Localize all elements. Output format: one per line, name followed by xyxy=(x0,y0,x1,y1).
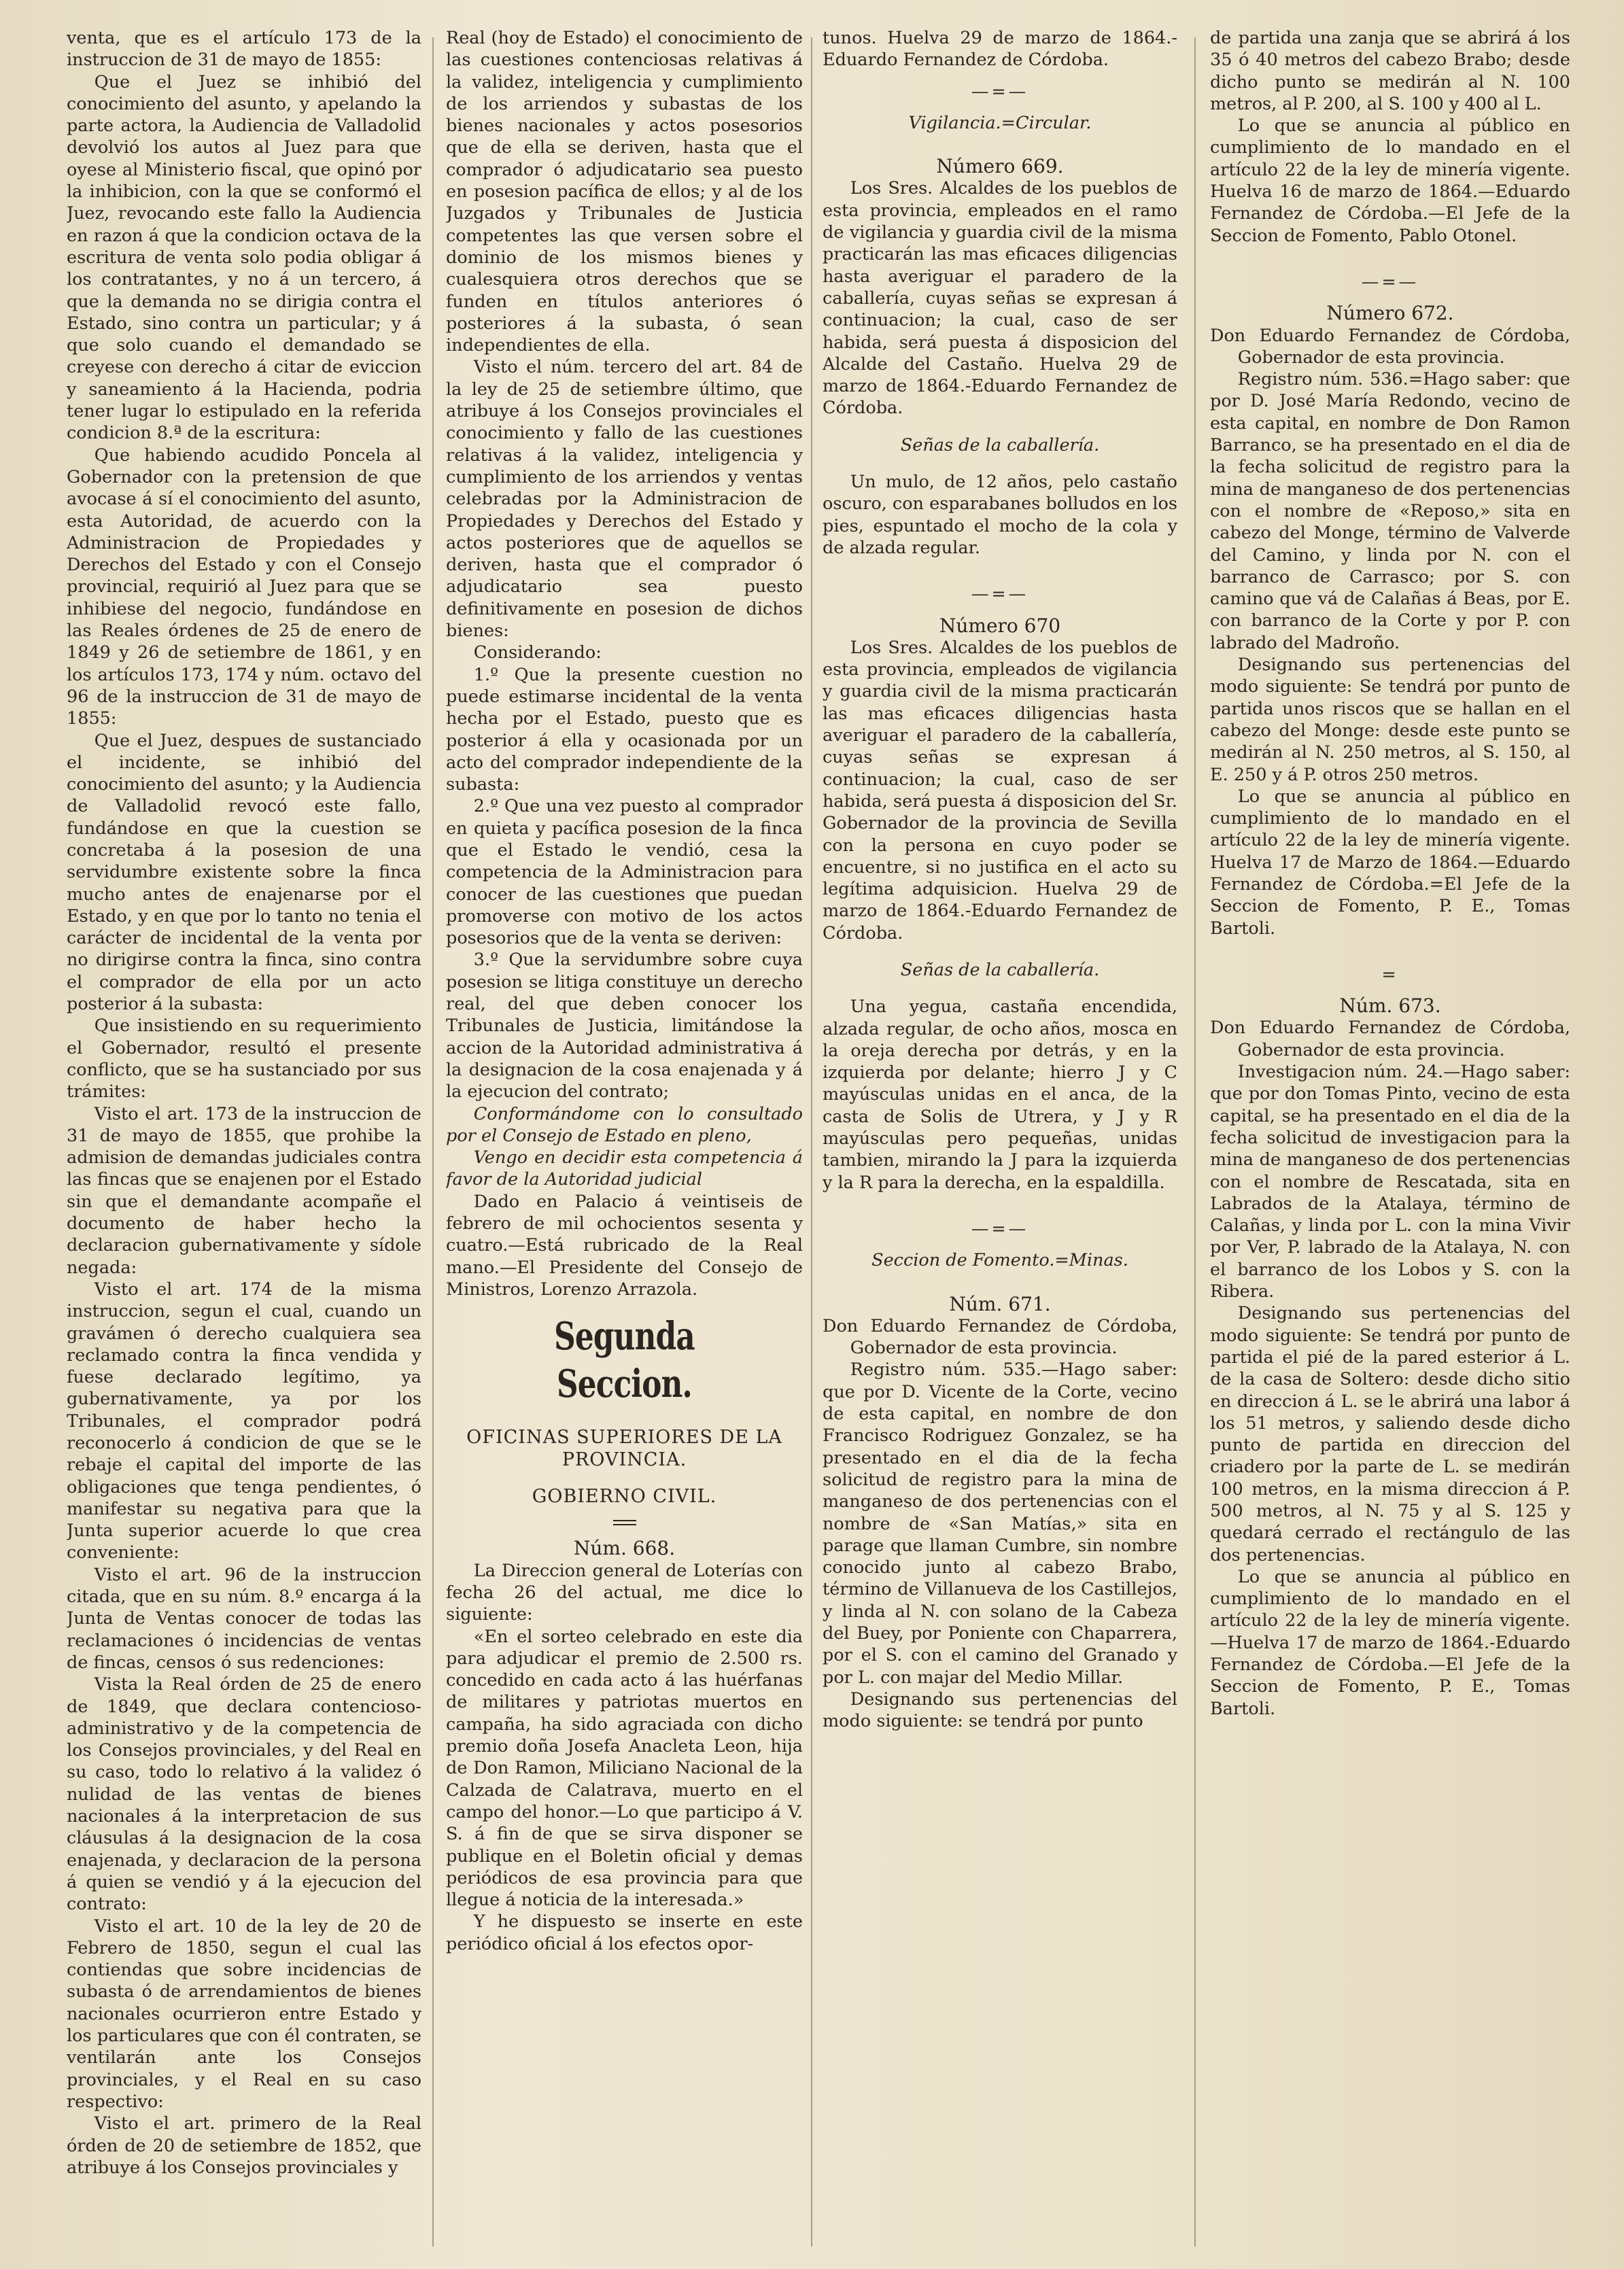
official-header: Don Eduardo Fernandez de Córdoba, Gobernador de esta provincia. xyxy=(1210,1018,1570,1060)
paragraph: Vengo en decidir esta competencia á favor de la Autoridad judicial xyxy=(446,1147,803,1190)
paragraph: Una yegua, castaña encendida, alzada regular, de ocho años, mosca en la oreja derecha por detrás, y en la izquierda por delante; hierro J y C mayúsculas unidas en el anca, de la casta de Solis de Utrera, y J y R mayúsculas pero pequeñas, unidas tambien, mirando la J para la izquierda y la R para la derecha, en la espaldilla. xyxy=(823,997,1177,1193)
column-rule xyxy=(432,37,434,2247)
item-number: Núm. 673. xyxy=(1339,994,1441,1018)
section-heading: Segunda Seccion. xyxy=(554,1314,695,1407)
official-header: Don Eduardo Fernandez de Córdoba, Gobernador de esta provincia. xyxy=(823,1315,1177,1359)
paragraph: Vista la Real órden de 25 de enero de 1849, que declara contencioso-administrativo y de la competencia de los Consejos provinciales, y del Real en su caso, todo lo relativo á la validez ó nulidad de las ventas de bienes nacionales á la interpretacion de sus cláusulas á la designacion de la cosa enajenada, y declaracion de la persona á quien se vendió y á la ejecucion del contrato: xyxy=(67,1674,421,1915)
separator: —=— xyxy=(971,81,1029,102)
paragraph: Los Sres. Alcaldes de los pueblos de esta provincia, empleados de vigilancia y guardia civil de la misma practicarán las mas eficaces diligencias hasta averiguar el paradero de la caballería, cuyas señas se expresan á continuacion; la cual, caso de ser habida, será puesta á disposicion del Sr. Gobernador de la provincia de Sevilla con la persona en cuyo poder se encuentre, si no justifica en el acto su legítima adquisicion. Huelva 29 de marzo de 1864.-Eduardo Fernandez de Córdoba. xyxy=(823,637,1177,943)
paragraph: Visto el art. primero de la Real órden de 20 de setiembre de 1852, que atribuye á los Consejos provinciales y xyxy=(67,2113,421,2178)
paragraph: Real (hoy de Estado) el conocimiento de las cuestiones contenciosas relativas á la validez, inteligencia y cumplimiento de los arriendos y subastas de los bienes nacionales y actos posesorios que de ella se deriven, hasta que el comprador ó adjudicatario sea puesto en posesion pacífica de ellos; y al de los Juzgados y Tribunales de Justicia competentes las que versen sobre el dominio de los mismos bienes y cualesquiera otros derechos que se funden en títulos anteriores ó posteriores á la subasta, ó sean independientes de ella. xyxy=(446,28,803,356)
paragraph: Lo que se anuncia al público en cumplimiento de lo mandado en el artículo 22 de la ley de minería vigente.—Huelva 17 de marzo de 1864.-Eduardo Fernandez de Córdoba.—El Jefe de la Seccion de Fomento, P. E., Tomas Bartoli. xyxy=(1210,1566,1570,1719)
paragraph: Que insistiendo en su requerimiento el Gobernador, resultó el presente conflicto, que se ha sustanciado por sus trámites: xyxy=(67,1016,421,1103)
column-rule xyxy=(1194,37,1196,2247)
item-number: Núm. 671. xyxy=(949,1292,1051,1315)
paragraph: Y he dispuesto se inserte en este periódico oficial á los efectos opor- xyxy=(446,1911,803,1954)
separator: —=— xyxy=(971,1218,1029,1239)
column-3 xyxy=(823,27,1177,2257)
item-number: Número 669. xyxy=(936,155,1064,178)
column-rule xyxy=(811,37,812,2247)
paragraph: Registro núm. 536.=Hago saber: que por D. José María Redondo, vecino de esta capital, en nombre de Don Ramon Barranco, se ha presentado en el dia de la fecha solicitud de registro para la mina de manganeso de dos pertenencias con el nombre de «Reposo,» sita en cabezo del Monge, término de Valverde del Camino, y linda por N. con el barranco de Carrasco; por S. con camino que vá de Calañas á Beas, por E. con barranco de la Corte y por P. con labrado del Madroño. xyxy=(1210,369,1570,653)
paragraph: La Direccion general de Loterías con fecha 26 del actual, me dice lo siguiente: xyxy=(446,1560,803,1625)
subheading: Vigilancia.=Circular. xyxy=(908,112,1092,133)
paragraph: Lo que se anuncia al público en cumplimiento de lo mandado en el artículo 22 de la ley de minería vigente. Huelva 16 de marzo de 1864.—Eduardo Fernandez de Córdoba.—El Jefe de la Seccion de Fomento, Pablo Otonel. xyxy=(1210,116,1570,246)
item-number: Número 670 xyxy=(939,614,1061,637)
paragraph: Conformándome con lo consultado por el Consejo de Estado en pleno, xyxy=(446,1103,803,1146)
paragraph: 2.º Que una vez puesto al comprador en quieta y pacífica posesion de la finca que el Estado le vendió, cesa la competencia de la Administracion para conocer de las cuestiones que puedan promoverse con motivo de los actos posesorios que de la venta se deriven: xyxy=(446,796,803,949)
item-number: Número 672. xyxy=(1326,302,1454,325)
paragraph: Los Sres. Alcaldes de los pueblos de esta provincia, empleados en el ramo de vigilancia y guardia civil de la misma practicarán las mas eficaces diligencias hasta averiguar el paradero de la caballería, cuyas señas se expresan á continuacion; la cual, caso de ser habida, será puesta á disposicion del Alcalde del Castaño. Huelva 29 de marzo de 1864.-Eduardo Fernandez de Córdoba. xyxy=(823,178,1177,419)
double-rule xyxy=(446,1509,803,1531)
paragraph: «En el sorteo celebrado en este dia para adjudicar el premio de 2.500 rs. concedido en cada acto á las huérfanas de militares y patriotas muertos en campaña, ha sido agraciada con dicho premio doña Josefa Anacleta Leon, hija de Don Ramon, Miliciano Nacional de la Calzada de Calatrava, muerto en el campo del honor.—Lo que participo á V. S. á fin de que se sirva disponer se publique en el Boletin oficial y demas periódicos de esa provincia para que llegue á noticia de la interesada.» xyxy=(446,1626,803,1911)
paragraph: Visto el art. 174 de la misma instruccion, segun el cual, cuando un gravámen ó derecho cualquiera sea reclamado contra la finca vendida y fuese declarado legítimo, ya gubernativamente, ya por los Tribunales, el comprador podrá reconocerlo á condicion de que se le rebaje el capital del importe de las obligaciones que tenga pendientes, ó manifestar su negativa para que la Junta superior acuerde lo que crea conveniente: xyxy=(67,1279,421,1563)
paragraph: de partida una zanja que se abrirá á los 35 ó 40 metros del cabezo Brabo; desde dicho punto se medirán al N. 100 metros, al P. 200, al S. 100 y 400 al L. xyxy=(1210,28,1570,114)
official-header: Don Eduardo Fernandez de Córdoba, Gobernador de esta provincia. xyxy=(1210,325,1570,368)
paragraph: Visto el art. 96 de la instruccion citada, que en su núm. 8.º encarga á la Junta de Ventas conocer de todas las reclamaciones ó incidencias de ventas de fincas, censos ó sus redenciones: xyxy=(67,1564,421,1673)
column-2 xyxy=(446,27,803,2257)
paragraph: Lo que se anuncia al público en cumplimiento de lo mandado en el artículo 22 de la ley de minería vigente. Huelva 17 de Marzo de 1864.—Eduardo Fernandez de Córdoba.=El Jefe de la Seccion de Fomento, P. E., Tomas Bartoli. xyxy=(1210,786,1570,939)
separator: —=— xyxy=(971,584,1029,605)
paragraph: Visto el art. 10 de la ley de 20 de Febrero de 1850, segun el cual las contiendas que sobre incidencias de subasta ó de arrendamientos de bienes nacionales ocurrieron entre Estado y los particulares que con él contraten, se ventilarán ante los Consejos provinciales, y el Real en su caso respectivo: xyxy=(67,1916,421,2112)
paragraph: Que habiendo acudido Poncela al Gobernador con la pretension de que avocase á sí el conocimiento del asunto, esta Autoridad, de acuerdo con la Administracion de Propiedades y Derechos del Estado y con el Consejo provincial, requirió al Juez para que se inhibiese del negocio, fundándose en las Reales órdenes de 25 de enero de 1849 y 26 de setiembre de 1861, y en los artículos 173, 174 y núm. octavo del 96 de la instruccion de 31 de mayo de 1855: xyxy=(67,445,421,729)
paragraph: tunos. Huelva 29 de marzo de 1864.-Eduardo Fernandez de Córdoba. xyxy=(823,28,1177,71)
paragraph: 3.º Que la servidumbre sobre cuya posesion se litiga constituye un derecho real, del que deben conocer los Tribunales de Justicia, limitándose la accion de la Autoridad administrativa á la designacion de la cosa enajenada y á la ejecucion del contrato; xyxy=(446,950,803,1103)
paragraph: 1.º Que la presente cuestion no puede estimarse incidental de la venta hecha por el Estado, puesto que es posterior á ella y ocasionada por un acto del comprador independiente de la subasta: xyxy=(446,664,803,795)
paragraph: Dado en Palacio á veintiseis de febrero de mil ochocientos sesenta y cuatro.—Está rubricado de la Real mano.—El Presidente del Consejo de Ministros, Lorenzo Arrazola. xyxy=(446,1191,803,1300)
gobierno-heading: GOBIERNO CIVIL. xyxy=(532,1485,717,1507)
subheading: Señas de la caballería. xyxy=(900,434,1100,455)
paragraph: Que el Juez se inhibió del conocimiento del asunto, y apelando la parte actora, la Audiencia de Valladolid devolvió los autos al Juez para que oyese al Ministerio fiscal, que opinó por la inhibicion, con la que se conformó el Juez, revocando este fallo la Audiencia en razon á que la condicion octava de la escritura de venta solo podia obligar á los contratantes, y no á un tercero, á que la demanda no se dirigia contra el Estado, sino contra un particular; y á que solo cuando el demandado se creyese con derecho á citar de eviccion y saneamiento á la Hacienda, podria tener lugar lo estipulado en la referida condicion 8.ª de la escritura: xyxy=(67,71,421,444)
paragraph: Registro núm. 535.—Hago saber: que por D. Vicente de la Corte, vecino de esta capital, en nombre de don Francisco Rodriguez Gonzalez, se ha presentado en el dia de la fecha solicitud de registro para la mina de manganeso de dos pertenencias con el nombre de «San Matías,» sita en parage que llaman Cumbre, sin nombre conocido junto al cabezo Brabo, término de Villanueva de los Castillejos, y linda al N. con solano de la Cabeza del Buey, por Poniente con Chaparrera, por el S. con el camino del Granado y por L. con majar del Medio Millar. xyxy=(823,1359,1177,1688)
item-number: Núm. 668. xyxy=(573,1537,676,1560)
column-4 xyxy=(1210,27,1570,2257)
separator: —=— xyxy=(1361,271,1419,292)
column-1 xyxy=(67,27,421,2257)
paragraph: Un mulo, de 12 años, pelo castaño oscuro, con esparabanes bolludos en los pies, espuntado el mocho de la cola y de alzada regular. xyxy=(823,472,1177,558)
paragraph: Designando sus pertenencias del modo siguiente: Se tendrá por punto de partida unos riscos que se hallan en el cabezo del Monge: desde este punto se medirán al N. 250 metros, al S. 150, al E. 250 y á P. otros 250 metros. xyxy=(1210,655,1570,785)
paragraph: Visto el art. 173 de la instruccion de 31 de mayo de 1855, que prohibe la admision de demandas judiciales contra las fincas que se enajenen por el Estado sin que el demandante acompañe el documento de haber hecho la declaracion gubernativamente y sídole negada: xyxy=(67,1103,421,1278)
paragraph: Considerando: xyxy=(473,642,602,663)
paragraph: Que el Juez, despues de sustanciado el incidente, se inhibió del conocimiento del asunto; y la Audiencia de Valladolid revocó este fallo, fundándose en que la cuestion se concretaba á la posesion de una servidumbre existente sobre la finca mucho antes de enajenarse por el Estado, y en que por lo tanto no tenia el carácter de incidental de la venta por no dirigirse contra la finca, sino contra el comprador de ella por un acto posterior á la subasta: xyxy=(67,730,421,1015)
paragraph: Designando sus pertenencias del modo siguiente: se tendrá por punto xyxy=(823,1688,1177,1732)
paragraph: venta, que es el artículo 173 de la instruccion de 31 de mayo de 1855: xyxy=(67,28,421,71)
office-heading: OFICINAS SUPERIORES DE LA PROVINCIA. xyxy=(466,1427,782,1470)
subheading: Señas de la caballería. xyxy=(900,959,1100,980)
subheading: Seccion de Fomento.=Minas. xyxy=(871,1250,1128,1271)
paragraph: Visto el núm. tercero del art. 84 de la ley de 25 de setiembre último, que atribuye á los Consejos provinciales el conocimiento y fallo de las cuestiones relativas á la validez, inteligencia y cumplimiento de los arriendos y ventas celebradas por la Administracion de Propiedades y Derechos del Estado y actos posteriores que de aquellos se deriven, hasta que el comprador ó adjudicatario sea puesto definitivamente en posesion de dichos bienes: xyxy=(446,357,803,642)
paragraph: Investigacion núm. 24.—Hago saber: que por don Tomas Pinto, vecino de esta capital, se ha presentado en el dia de la fecha solicitud de investigacion para la mina de manganeso de dos pertenencias con el nombre de Rescatada, sita en Labrados de la Atalaya, término de Calañas, y linda por L. con la mina Vivir por Ver, P. labrado de la Atalaya, N. con el barranco de los Lobos y S. con la Ribera. xyxy=(1210,1062,1570,1302)
separator: = xyxy=(1381,964,1399,985)
paragraph: Designando sus pertenencias del modo siguiente: Se tendrá por punto de partida el pié de la pared esterior á L. de la casa de Soltero: desde dicho sitio en direccion á L. se le abrirá una labor á los 51 metros, y saliendo desde dicho punto de partida en direccion del criadero por la parte de L. se medirán 100 metros, en la misma direccion á P. 500 metros, al N. 75 y al S. 125 y quedará cerrado el rectángulo de las dos pertenencias. xyxy=(1210,1303,1570,1565)
